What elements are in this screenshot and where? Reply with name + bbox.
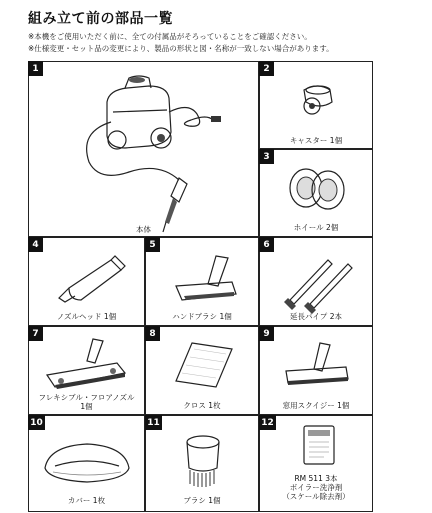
part-label: ブラシ 1個 (183, 496, 221, 505)
part-number: 8 (145, 326, 160, 341)
page-title: 組み立て前の部品一覧 (28, 11, 173, 27)
part-cell-floor-nozzle (28, 326, 145, 415)
part-number: 11 (145, 415, 162, 430)
part-number: 9 (259, 326, 274, 341)
part-number: 12 (259, 415, 276, 430)
part-number: 4 (28, 237, 43, 252)
note-check-accessories: ※本機をご使用いただく前に、全ての付属品がそろっていることをご確認ください。 (28, 32, 312, 41)
part-cell-extension-pipes (259, 237, 373, 326)
part-number: 2 (259, 61, 274, 76)
part-cell-hand-brush (145, 237, 259, 326)
part-number: 1 (28, 61, 43, 76)
part-cell-cloth (145, 326, 259, 415)
parts-grid (28, 61, 373, 512)
part-label: 本体 (136, 225, 151, 234)
part-label: ホイール 2個 (293, 223, 339, 232)
part-label: ハンドブラシ 1個 (172, 312, 232, 321)
note-spec-change: ※仕様変更・セット品の変更により、製品の形状と図・名称が一致しない場合があります。 (28, 44, 334, 53)
part-number: 5 (145, 237, 160, 252)
main-unit-illustration (29, 62, 260, 238)
part-cell-descaler (259, 415, 373, 512)
part-number: 6 (259, 237, 274, 252)
part-label: フレキシブル・フロアノズル (38, 393, 135, 402)
part-number: 7 (28, 326, 43, 341)
part-cell-caster (259, 61, 373, 149)
part-label: キャスター 1個 (289, 136, 343, 145)
part-label: カバー 1枚 (67, 496, 106, 505)
part-number: 10 (28, 415, 45, 430)
part-cell-cover (28, 415, 145, 512)
part-label: ノズルヘッド 1個 (56, 312, 117, 321)
part-cell-nozzle-head (28, 237, 145, 326)
part-label: 窓用スクイジー 1個 (282, 401, 350, 410)
part-label: 延長パイプ 2本 (290, 312, 342, 321)
part-label: RM 511 3本 (294, 474, 338, 483)
part-label-desc: ボイラー洗浄剤 (289, 483, 343, 492)
part-label-qty: 1個 (80, 402, 93, 411)
part-label-desc2: （スケール除去剤） (282, 492, 350, 501)
part-cell-wheels (259, 149, 373, 237)
part-number: 3 (259, 149, 274, 164)
part-cell-brush (145, 415, 259, 512)
part-cell-main-unit (28, 61, 259, 237)
part-label: クロス 1枚 (183, 401, 221, 410)
part-cell-squeegee (259, 326, 373, 415)
